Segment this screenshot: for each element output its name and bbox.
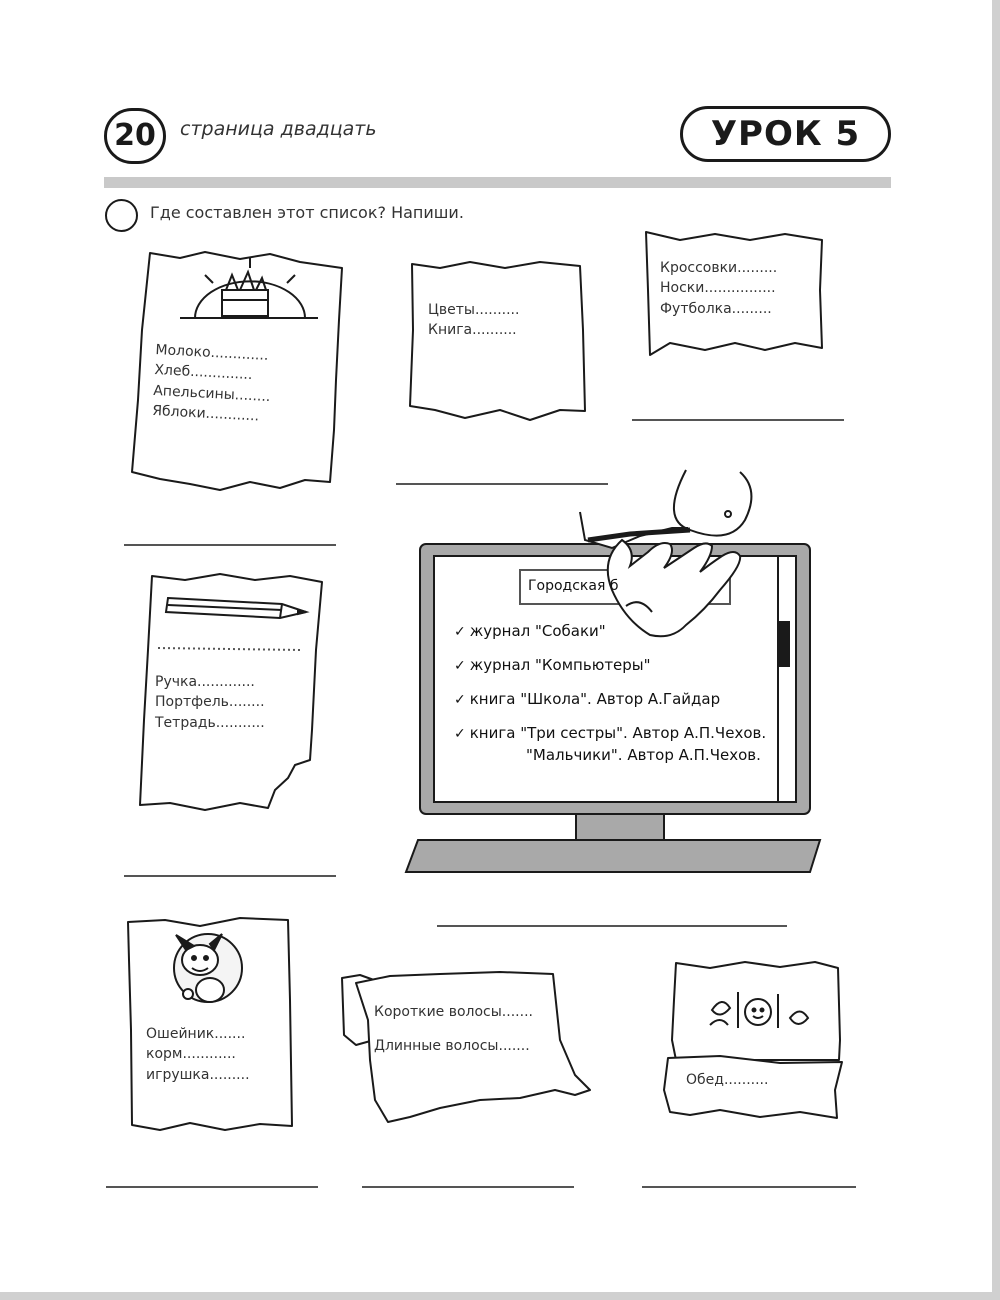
lesson-badge: УРОК 5 [680,106,891,162]
clothes-list [660,258,777,319]
list-item: Короткие волосы....... [374,1004,533,1020]
list-item: Тетрадь........... [155,714,265,731]
list-item: Хлеб.............. [153,362,253,384]
stationery-list [155,672,265,733]
answer-line-pet[interactable] [106,1186,318,1188]
order-item [454,656,766,674]
library-tab-label: Городская б [528,578,619,594]
list-item: Кроссовки......... [660,260,778,276]
list-item: Футболка......... [660,300,772,317]
answer-line-lunch[interactable] [642,1186,856,1188]
checkmark-icon: ✓ [454,726,466,742]
list-item: корм............ [146,1046,236,1063]
order-item [454,622,766,640]
grocery-list [152,340,273,427]
order-item-text: журнал "Собаки" [469,622,606,640]
list-item: Цветы.......... [428,302,520,318]
answer-line-hair[interactable] [362,1186,574,1188]
library-order-list [454,622,766,764]
lunch-list [686,1070,768,1090]
pet-list [146,1024,250,1085]
order-item [454,724,766,742]
order-item [454,690,766,708]
checkmark-icon: ✓ [454,658,466,674]
list-item: Длинные волосы....... [374,1038,530,1055]
list-item: Ручка............. [155,674,255,690]
list-item: Молоко............. [155,341,269,364]
checkmark-icon: ✓ [454,692,466,708]
page-number-badge: 20 [104,108,166,164]
order-item-text: книга "Три сестры". Автор А.П.Чехов. [469,724,767,742]
list-item: Апельсины........ [152,382,271,405]
order-item-text: книга "Школа". Автор А.Гайдар [469,690,721,708]
checkmark-icon: ✓ [454,624,466,640]
books-list [428,300,519,341]
order-item-continuation: "Мальчики". Автор А.П.Чехов. [526,746,761,764]
list-item: Книга.......... [428,322,517,339]
answer-line-stationery[interactable] [124,875,336,877]
list-item: Ошейник....... [146,1026,246,1042]
books-note-paper [410,262,585,420]
answer-line-clothes[interactable] [632,419,844,421]
answer-line-grocery[interactable] [124,544,336,546]
task-instruction: Где составлен этот список? Напиши. [150,203,464,222]
page-number-words: страница двадцать [180,118,377,140]
answer-line-computer[interactable] [437,925,787,927]
order-item-text: журнал "Компьютеры" [469,656,651,674]
list-item: Портфель........ [155,694,265,711]
list-item: Обед.......... [686,1072,769,1088]
hair-list [374,1002,533,1057]
list-item: игрушка......... [146,1066,250,1083]
dog-icon [174,934,242,1002]
list-item: Носки................ [660,280,776,297]
list-item: Яблоки............ [151,402,260,425]
answer-line-books[interactable] [396,483,608,485]
